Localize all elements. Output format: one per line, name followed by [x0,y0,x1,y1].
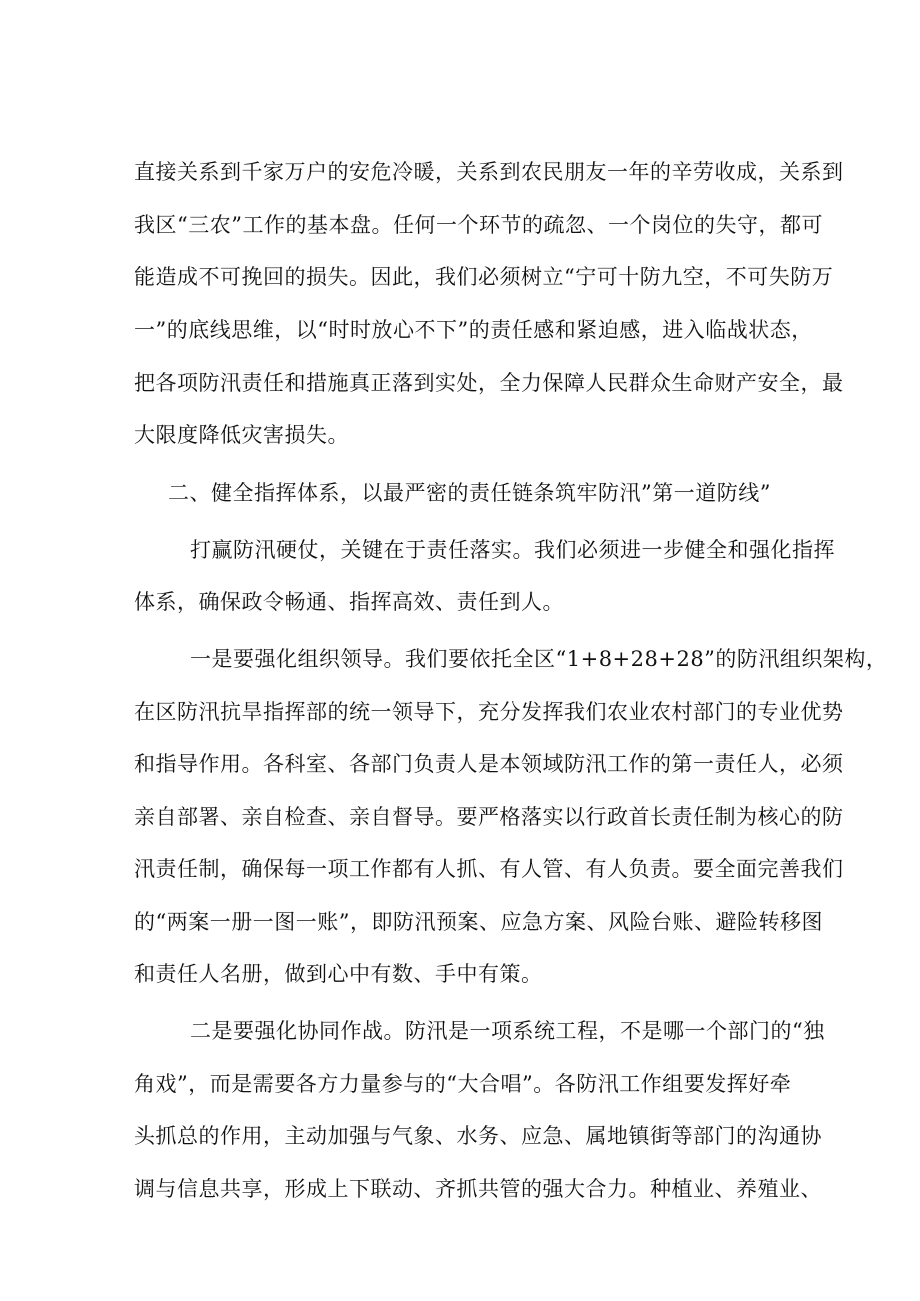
paragraph-3-line-2: 体系，确保政令畅通、指挥高效、责任到人。 [134,590,564,614]
paragraph-1-line-6: 大限度降低灾害损失。 [134,423,349,447]
paragraph-4-line-4: 亲自部署、亲自检查、亲自督导。要严格落实以行政首长责任制为核心的防 [134,805,844,829]
paragraph-4-line-1: 一是要强化组织领导。我们要依托全区“1+8+28+28”的防汛组织架构， [190,647,888,671]
paragraph-1-line-2: 我区“三农”工作的基本盘。任何一个环节的疏忽、一个岗位的失守，都可 [134,213,823,237]
paragraph-4-line-7: 和责任人名册，做到心中有数、手中有策。 [134,962,543,986]
paragraph-5-line-1: 二是要强化协同作战。防汛是一项系统工程，不是哪一个部门的“独 [190,1019,825,1043]
paragraph-5-line-3: 头抓总的作用，主动加强与气象、水务、应急、属地镇街等部门的沟通协 [134,1124,822,1148]
paragraph-1-line-3: 能造成不可挽回的损失。因此，我们必须树立“宁可十防九空，不可失防万 [134,265,834,289]
paragraph-4-line-6: 的“两案一册一图一账”，即防汛预案、应急方案、风险台账、避险转移图 [134,910,823,934]
paragraph-3-line-1: 打赢防汛硬仗，关键在于责任落实。我们必须进一步健全和强化指挥 [190,538,835,562]
section-heading: 二、健全指挥体系，以最严密的责任链条筑牢防汛”第一道防线” [168,481,771,505]
paragraph-4-line-2: 在区防汛抗旱指挥部的统一领导下，充分发挥我们农业农村部门的专业优势 [134,700,844,724]
paragraph-5-line-2: 角戏”，而是需要各方力量参与的“大合唱”。各防汛工作组要发挥好牵 [134,1072,792,1096]
paragraph-1-line-4: 一”的底线思维，以“时时放心不下”的责任感和紧迫感，进入临战状态， [134,318,813,342]
paragraph-1-line-5: 把各项防汛责任和措施真正落到实处，全力保障人民群众生命财产安全，最 [134,371,844,395]
paragraph-5-line-4: 调与信息共享，形成上下联动、齐抓共管的强大合力。种植业、养殖业、 [134,1177,822,1201]
paragraph-1-line-1: 直接关系到千家万户的安危冷暖，关系到农民朋友一年的辛劳收成，关系到 [134,160,844,184]
paragraph-4-line-3: 和指导作用。各科室、各部门负责人是本领域防汛工作的第一责任人，必须 [134,752,844,776]
paragraph-4-line-5: 汛责任制，确保每一项工作都有人抓、有人管、有人负责。要全面完善我们 [134,857,844,881]
